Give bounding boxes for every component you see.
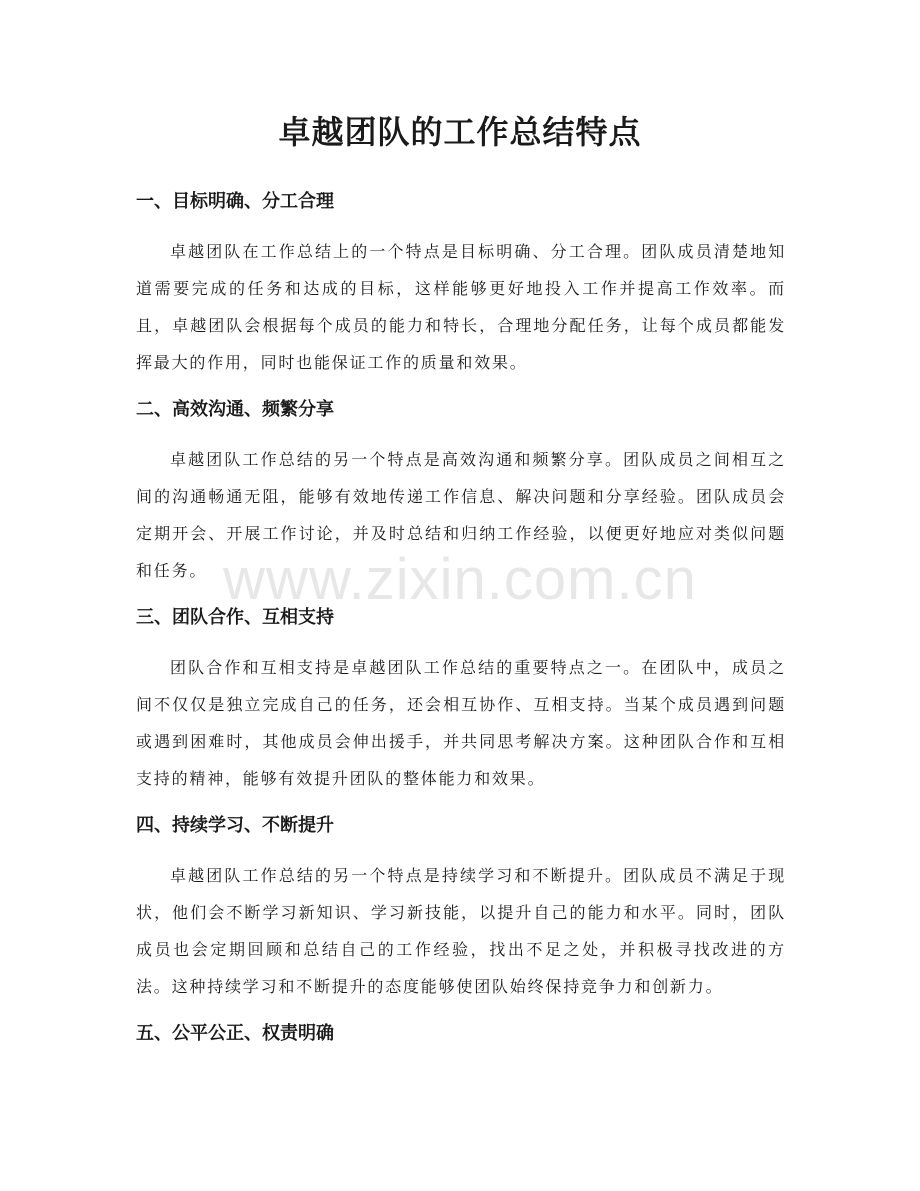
section-body-2: 卓越团队工作总结的另一个特点是高效沟通和频繁分享。团队成员之间相互之间的沟通畅通无阻，能够有效地传递工作信息、解决问题和分享经验。团队成员会定期开会、开展工作讨论，并及时总结和归纳工作经验，以便更好地应对类似问题和任务。 <box>136 450 786 580</box>
section-heading-3: 三、团队合作、互相支持 <box>136 607 334 628</box>
section-heading-1: 一、目标明确、分工合理 <box>136 191 334 212</box>
section-heading-2: 二、高效沟通、频繁分享 <box>136 399 334 420</box>
section-heading-5: 五、公平公正、权责明确 <box>136 1023 334 1044</box>
section-body-3: 团队合作和互相支持是卓越团队工作总结的重要特点之一。在团队中，成员之间不仅仅是独立完成自己的任务，还会相互协作、互相支持。当某个成员遇到问题或遇到困难时，其他成员会伸出援手，并共同思考解决方案。这种团队合作和互相支持的精神，能够有效提升团队的整体能力和效果。 <box>136 658 786 788</box>
section-body-4: 卓越团队工作总结的另一个特点是持续学习和不断提升。团队成员不满足于现状，他们会不断学习新知识、学习新技能，以提升自己的能力和水平。同时，团队成员也会定期回顾和总结自己的工作经验，找出不足之处，并积极寻找改进的方法。这种持续学习和不断提升的态度能够使团队始终保持竞争力和创新力。 <box>136 866 786 996</box>
document-title: 卓越团队的工作总结特点 <box>278 113 642 151</box>
watermark: www.zixin.com.cn <box>223 547 697 612</box>
section-heading-4: 四、持续学习、不断提升 <box>136 815 334 836</box>
section-body-1: 卓越团队在工作总结上的一个特点是目标明确、分工合理。团队成员清楚地知道需要完成的任务和达成的目标，这样能够更好地投入工作并提高工作效率。而且，卓越团队会根据每个成员的能力和特长，合理地分配任务，让每个成员都能发挥最大的作用，同时也能保证工作的质量和效果。 <box>136 242 786 372</box>
